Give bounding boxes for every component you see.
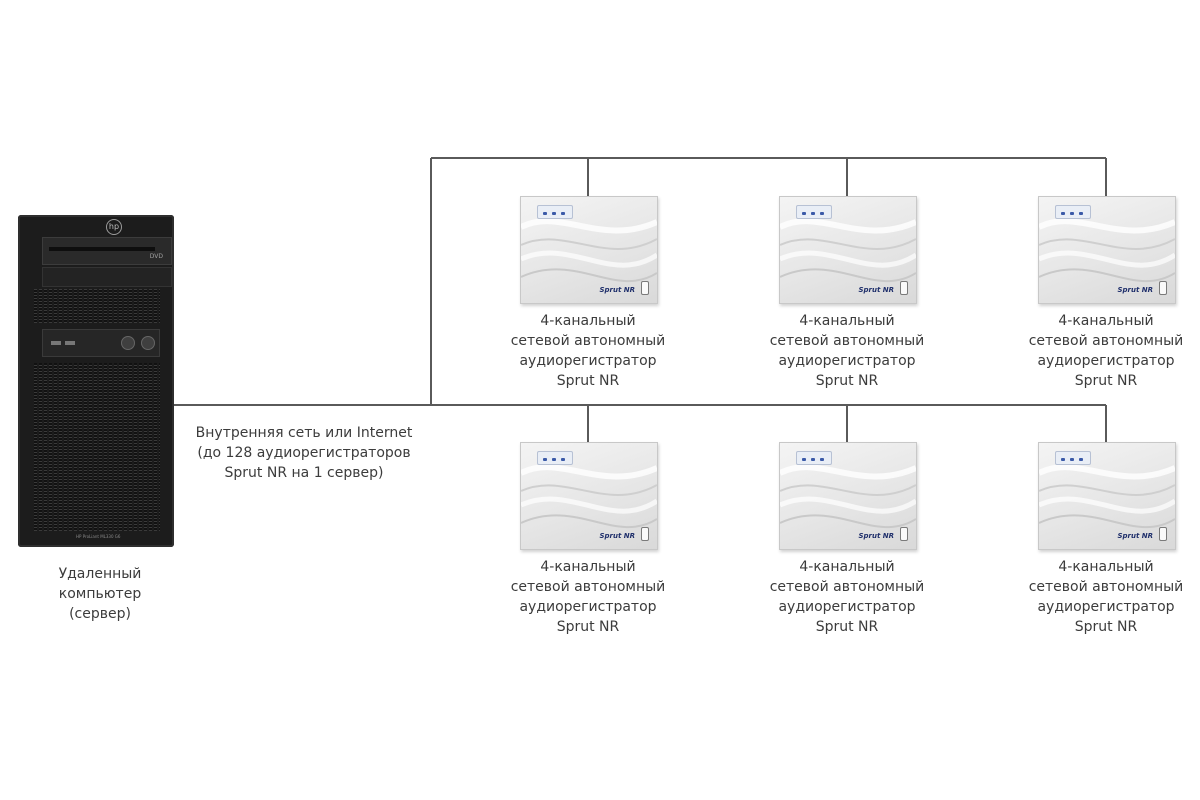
- front-panel: [42, 329, 160, 357]
- port-icon: [1159, 527, 1167, 541]
- device-brand-label: Sprut NR: [1117, 532, 1153, 540]
- drive-bay: [42, 267, 172, 287]
- usb-port-icon: [51, 341, 61, 345]
- device-caption: [498, 311, 678, 391]
- led-indicator-panel: [1055, 205, 1091, 219]
- device-brand-label: Sprut NR: [858, 286, 894, 294]
- led-indicator-panel: [1055, 451, 1091, 465]
- caption-line: аудиорегистратор: [519, 599, 657, 615]
- caption-line: 4-канальный: [540, 559, 636, 575]
- port-icon: [1159, 281, 1167, 295]
- optical-drive: [42, 237, 172, 265]
- device-caption: [1016, 311, 1196, 391]
- caption-line: сетевой автономный: [510, 579, 666, 595]
- caption-line: Sprut NR: [1074, 619, 1138, 635]
- caption-line: 4-канальный: [540, 313, 636, 329]
- caption-line: аудиорегистратор: [778, 353, 916, 369]
- audio-recorder-device: [520, 442, 658, 550]
- vent-grille: [32, 289, 160, 323]
- caption-line: Удаленный: [58, 566, 142, 582]
- caption-line: аудиорегистратор: [1037, 353, 1175, 369]
- dvd-mark: DVD: [149, 253, 163, 260]
- uid-button-icon: [141, 336, 155, 350]
- caption-line: (до 128 аудиорегистраторов: [197, 445, 411, 461]
- led-indicator-panel: [796, 451, 832, 465]
- device-brand-label: Sprut NR: [599, 286, 635, 294]
- caption-line: Sprut NR: [556, 619, 620, 635]
- vent-grille: [32, 363, 160, 531]
- audio-recorder-device: [779, 442, 917, 550]
- network-caption: [188, 423, 420, 483]
- caption-line: 4-канальный: [1058, 559, 1154, 575]
- device-brand-label: Sprut NR: [599, 532, 635, 540]
- caption-line: аудиорегистратор: [1037, 599, 1175, 615]
- caption-line: компьютер: [58, 586, 142, 602]
- caption-line: Sprut NR: [556, 373, 620, 389]
- audio-recorder-device: [1038, 442, 1176, 550]
- caption-line: сетевой автономный: [510, 333, 666, 349]
- device-caption: [498, 557, 678, 637]
- device-brand-label: Sprut NR: [858, 532, 894, 540]
- led-indicator-panel: [537, 205, 573, 219]
- caption-line: 4-канальный: [1058, 313, 1154, 329]
- audio-recorder-device: [1038, 196, 1176, 304]
- audio-recorder-device: [520, 196, 658, 304]
- port-icon: [641, 281, 649, 295]
- device-caption: [757, 557, 937, 637]
- device-brand-label: Sprut NR: [1117, 286, 1153, 294]
- server-tower-image: [18, 215, 174, 547]
- usb-port-icon: [65, 341, 75, 345]
- caption-line: 4-канальный: [799, 559, 895, 575]
- port-icon: [641, 527, 649, 541]
- device-caption: [757, 311, 937, 391]
- caption-line: (сервер): [69, 606, 131, 622]
- caption-line: Внутренняя сеть или Internet: [195, 425, 413, 441]
- device-caption: [1016, 557, 1196, 637]
- led-indicator-panel: [796, 205, 832, 219]
- caption-line: аудиорегистратор: [778, 599, 916, 615]
- caption-line: 4-канальный: [799, 313, 895, 329]
- port-icon: [900, 527, 908, 541]
- caption-line: сетевой автономный: [769, 579, 925, 595]
- audio-recorder-device: [779, 196, 917, 304]
- caption-line: Sprut NR на 1 сервер): [224, 465, 384, 481]
- caption-line: Sprut NR: [1074, 373, 1138, 389]
- port-icon: [900, 281, 908, 295]
- caption-line: Sprut NR: [815, 619, 879, 635]
- caption-line: сетевой автономный: [1028, 333, 1184, 349]
- caption-line: Sprut NR: [815, 373, 879, 389]
- caption-line: аудиорегистратор: [519, 353, 657, 369]
- server-model-label: HP ProLiant ML330 G6: [76, 534, 121, 539]
- caption-line: сетевой автономный: [1028, 579, 1184, 595]
- caption-line: сетевой автономный: [769, 333, 925, 349]
- hp-logo-icon: hp: [106, 219, 122, 235]
- server-caption: [40, 564, 160, 624]
- power-button-icon: [121, 336, 135, 350]
- led-indicator-panel: [537, 451, 573, 465]
